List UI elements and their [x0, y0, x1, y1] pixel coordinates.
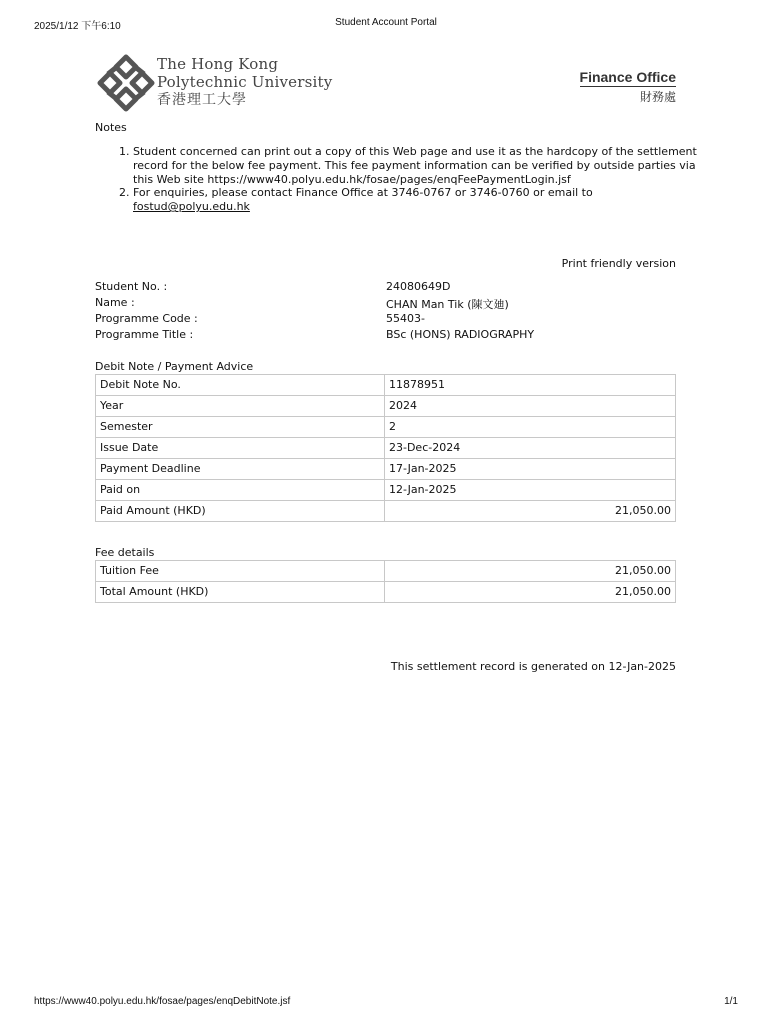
finance-office-title: Finance Office: [579, 69, 676, 85]
debit-note-table: [95, 374, 676, 522]
table-cell-label: Semester: [96, 417, 385, 438]
finance-office-title-zh: 財務處: [639, 90, 676, 104]
table-cell-value: 21,050.00: [385, 561, 676, 582]
programme-code-row: [95, 312, 675, 328]
table-cell-value: 21,050.00: [385, 501, 676, 522]
table-cell-value: 17-Jan-2025: [385, 459, 676, 480]
print-datetime: 2025/1/12 下午6:10: [34, 21, 121, 32]
table-cell-label: Issue Date: [96, 438, 385, 459]
polyu-logo-icon: [96, 54, 156, 112]
table-cell-label: Tuition Fee: [96, 561, 385, 582]
table-cell-value: 2: [385, 417, 676, 438]
generated-note: This settlement record is generated on 12-Jan-2025: [390, 660, 676, 673]
fee-details-table: [95, 560, 676, 603]
print-friendly-link[interactable]: Print friendly version: [561, 257, 676, 270]
table-cell-label: Paid Amount (HKD): [96, 501, 385, 522]
table-row: [96, 375, 676, 396]
programme-title-row: [95, 328, 675, 344]
student-name-value: CHAN Man Tik (陳文廸): [386, 298, 509, 311]
table-row: [96, 438, 676, 459]
programme-code-value: 55403-: [386, 312, 425, 325]
student-name-row: [95, 296, 675, 312]
programme-title-label: Programme Title :: [95, 328, 194, 341]
table-row: [96, 459, 676, 480]
university-name-en-line2: Polytechnic University: [157, 73, 333, 91]
print-header: [34, 17, 738, 31]
table-cell-value: 11878951: [385, 375, 676, 396]
notes-label: Notes: [95, 121, 127, 134]
table-cell-label: Year: [96, 396, 385, 417]
university-name-zh: 香港理工大學: [157, 92, 247, 108]
university-name: [157, 55, 332, 109]
table-cell-value: 2024: [385, 396, 676, 417]
table-cell-value: 21,050.00: [385, 582, 676, 603]
notes-list: [95, 145, 713, 214]
print-page-count: 1/1: [724, 996, 738, 1007]
student-number-value: 24080649D: [386, 280, 451, 293]
table-cell-label: Paid on: [96, 480, 385, 501]
student-name-label: Name :: [95, 296, 135, 309]
table-row: [96, 561, 676, 582]
student-number-row: [95, 280, 675, 296]
programme-title-value: BSc (HONS) RADIOGRAPHY: [386, 328, 535, 341]
fee-details-section-label: Fee details: [95, 546, 155, 559]
debit-note-section-label: Debit Note / Payment Advice: [95, 360, 254, 373]
university-name-en-line1: The Hong Kong: [157, 55, 279, 73]
table-cell-label: Debit Note No.: [96, 375, 385, 396]
note-item: [133, 186, 713, 214]
print-url: https://www40.polyu.edu.hk/fosae/pages/enqDebitNote.jsf: [34, 996, 291, 1007]
email-link[interactable]: fostud@polyu.edu.hk: [133, 200, 250, 214]
table-cell-label: Payment Deadline: [96, 459, 385, 480]
print-footer: [34, 996, 738, 1010]
table-row: [96, 417, 676, 438]
table-cell-label: Total Amount (HKD): [96, 582, 385, 603]
table-cell-value: 12-Jan-2025: [385, 480, 676, 501]
table-row: [96, 480, 676, 501]
table-row: [96, 501, 676, 522]
note-item: 1. Student concerned can print out a copy of this Web page and use it as the hardcopy of the settlement record for the below fee payment. This fee payment information can be verified by outside parties via this Web site https://www40.polyu.edu.hk/fosae/pages/enqFeePaymentLogin.jsf: [133, 145, 713, 186]
programme-code-label: Programme Code :: [95, 312, 198, 325]
print-page-title: Student Account Portal: [335, 17, 437, 28]
student-number-label: Student No. :: [95, 280, 168, 293]
note-item-text: For enquiries, please contact Finance Office at 3746-0767 or 3746-0760 or email to: [133, 186, 593, 200]
table-cell-value: 23-Dec-2024: [385, 438, 676, 459]
table-row: [96, 396, 676, 417]
table-row: [96, 582, 676, 603]
